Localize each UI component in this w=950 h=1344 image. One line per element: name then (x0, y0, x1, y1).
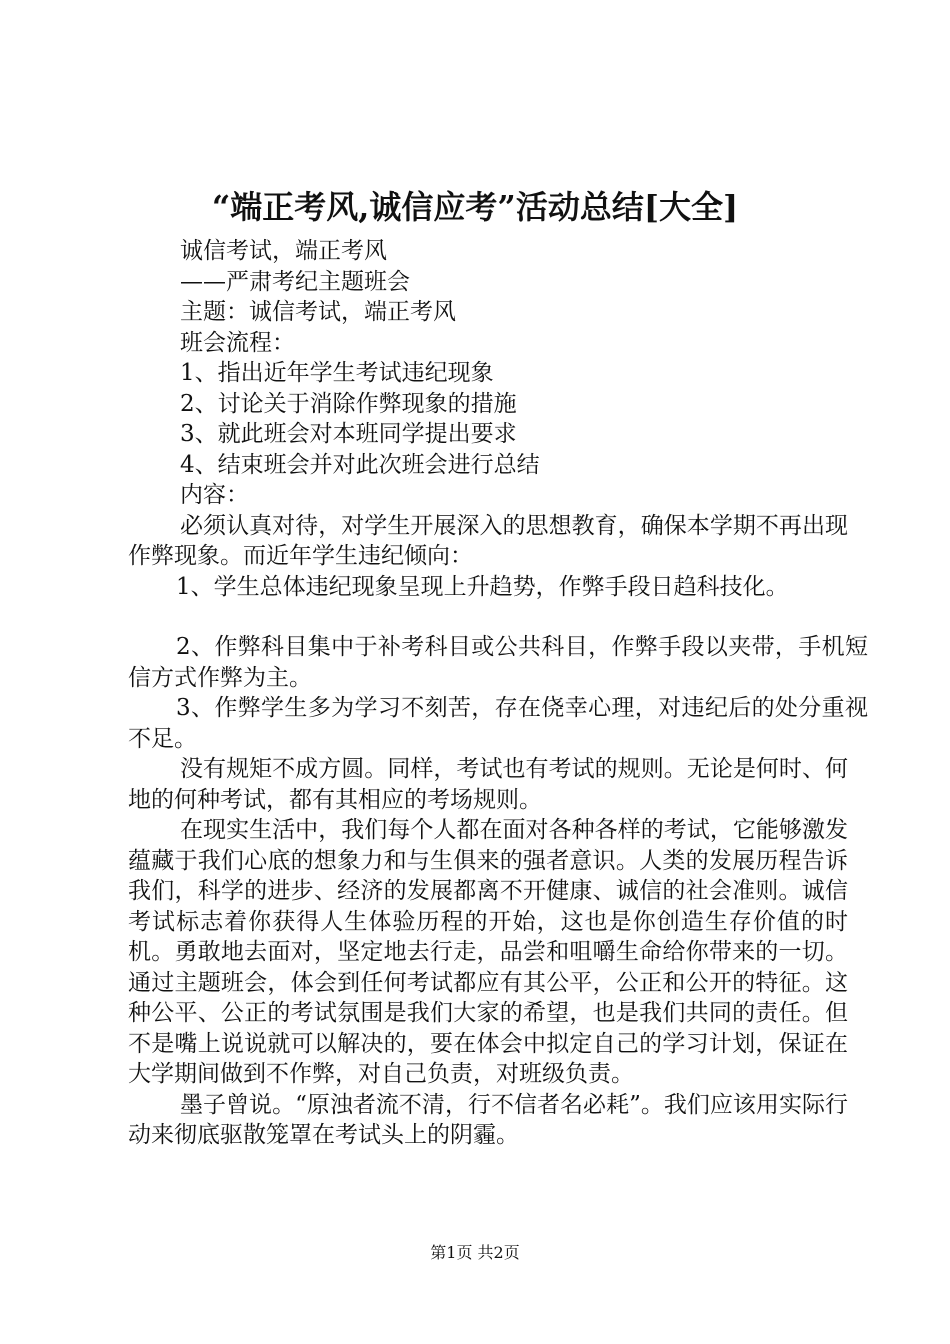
paragraph: 必须认真对待，对学生开展深入的思想教育，确保本学期不再出现作弊现象。而近年学生违纪倾向： (128, 512, 848, 569)
process-step: 4、结束班会并对此次班会进行总结 (180, 451, 540, 478)
paragraph: 1、学生总体违纪现象呈现上升趋势，作弊手段日趋科技化。 (176, 573, 789, 600)
theme-line: 主题：诚信考试，端正考风 (180, 299, 456, 325)
blank-line (128, 602, 848, 632)
paragraph: 2、作弊科目集中于补考科目或公共科目，作弊手段以夹带，手机短信方式作弊为主。 (128, 634, 868, 691)
process-step: 3、就此班会对本班同学提出要求 (180, 421, 517, 447)
subtitle-line: 诚信考试，端正考风 (180, 238, 387, 264)
process-step: 2、讨论关于消除作弊现象的措施 (180, 390, 517, 417)
subtitle-line: ——严肃考纪主题班会 (180, 268, 410, 295)
paragraph: 在现实生活中，我们每个人都在面对各种各样的考试，它能够激发蕴藏于我们心底的想象力和与生俱来的强者意识。人类的发展历程告诉我们，科学的进步、经济的发展都离不开健康、诚信的社会准则。诚信考试标志着你获得人生体验历程的开始，这也是你创造生存价值的时机。勇敢地去面对，坚定地去行走，品尝和咀嚼生命给你带来的一切。通过主题班会，体会到任何考试都应有其公平，公正和公开的特征。这种公平、公正的考试氛围是我们大家的希望，也是我们共同的责任。但不是嘴上说说就可以解决的，要在体会中拟定自己的学习计划，保证在大学期间做到不作弊，对自己负责，对班级负责。 (128, 817, 848, 1087)
content-heading: 内容： (180, 482, 249, 508)
process-step: 1、指出近年学生考试违纪现象 (180, 360, 494, 386)
process-heading: 班会流程： (180, 329, 295, 356)
document-title: “端正考风,诚信应考”活动总结[大全] (211, 188, 739, 226)
document-body (128, 236, 868, 1151)
page-footer: 第1页 共2页 (430, 1243, 520, 1262)
paragraph: 没有规矩不成方圆。同样，考试也有考试的规则。无论是何时、何地的何种考试，都有其相应的考场规则。 (128, 756, 848, 813)
paragraph: 墨子曾说。“原浊者流不清，行不信者名必耗”。我们应该用实际行动来彻底驱散笼罩在考试头上的阴霾。 (128, 1091, 848, 1148)
paragraph: 3、作弊学生多为学习不刻苦，存在侥幸心理，对违纪后的处分重视不足。 (128, 695, 868, 752)
